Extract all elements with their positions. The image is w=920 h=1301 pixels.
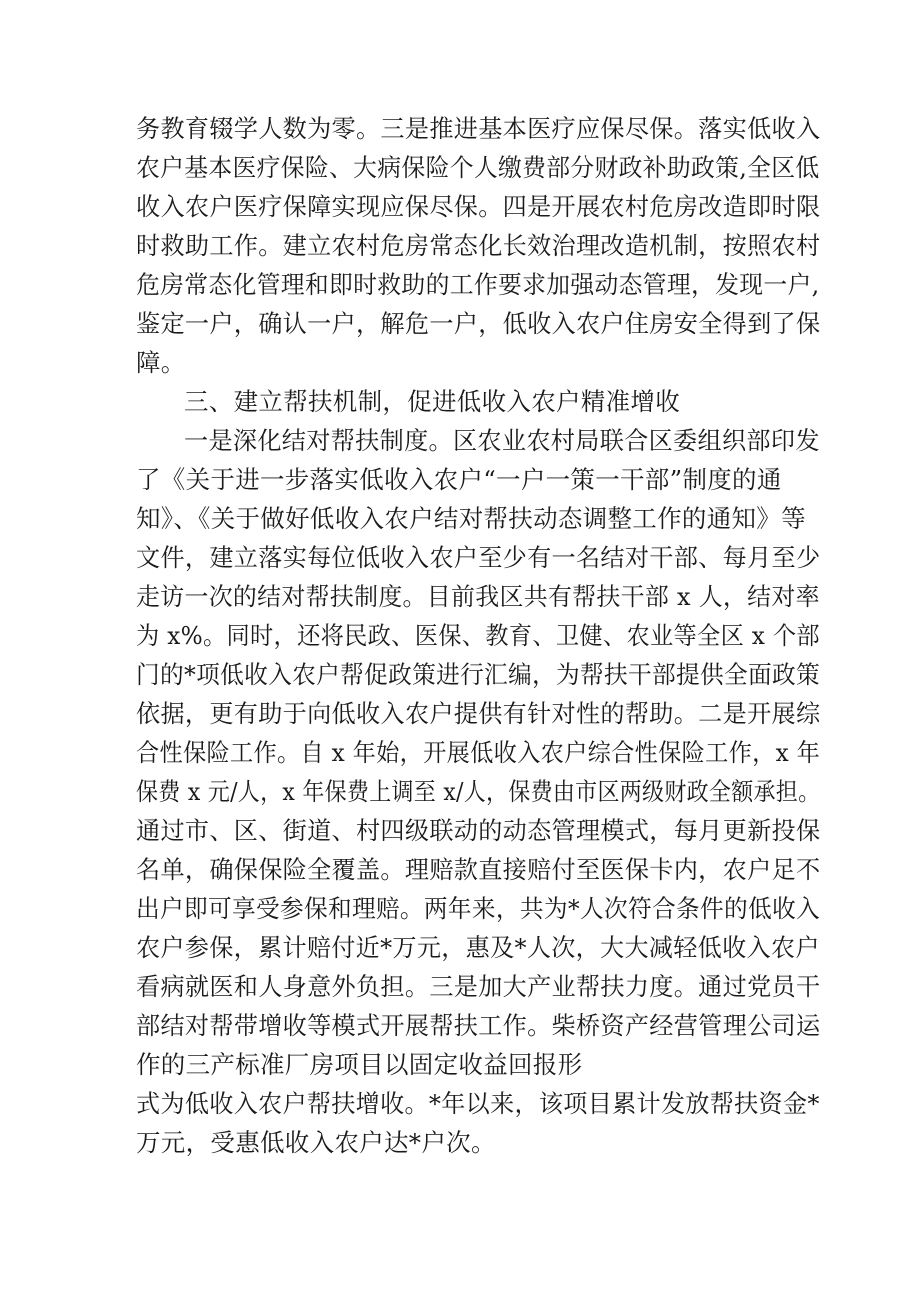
- text-line: 式为低收入农户帮扶增收。*年以来，该项目累计发放帮扶资金*: [136, 1089, 820, 1118]
- text-line: 时救助工作。建立农村危房常态化长效治理改造机制，按照农村: [136, 231, 821, 260]
- section-heading: 三、建立帮扶机制，促进低收入农户精准增收: [184, 387, 680, 416]
- text-line: 农户基本医疗保险、大病保险个人缴费部分财政补助政策,全区低: [136, 153, 820, 182]
- text-line: 一是深化结对帮扶制度。区农业农村局联合区委组织部印发: [184, 426, 820, 455]
- text-line: 合性保险工作。自 x 年始，开展低收入农户综合性保险工作，x 年: [136, 738, 821, 767]
- text-line: 看病就医和人身意外负担。三是加大产业帮扶力度。通过党员干: [136, 972, 821, 1001]
- text-line: 知》、《关于做好低收入农户结对帮扶动态调整工作的通知》等: [136, 504, 806, 533]
- text-line: 收入农户医疗保障实现应保尽保。四是开展农村危房改造即时限: [136, 192, 821, 221]
- text-line: 了《关于进一步落实低收入农户“一户一策一干部”制度的通: [136, 465, 782, 494]
- text-line: 部结对帮带增收等模式开展帮扶工作。柴桥资产经营管理公司运: [136, 1011, 821, 1040]
- text-line: 走访一次的结对帮扶制度。目前我区共有帮扶干部 x 人，结对率: [136, 582, 820, 611]
- text-line: 出户即可享受参保和理赔。两年来，共为*人次符合条件的低收入: [136, 894, 820, 923]
- text-line: 障。: [136, 348, 186, 377]
- text-line: 门的*项低收入农户帮促政策进行汇编，为帮扶干部提供全面政策: [136, 660, 820, 689]
- text-line: 万元，受惠低收入农户达*户次。: [136, 1128, 496, 1157]
- text-line: 鉴定一户，确认一户，解危一户，低收入农户住房安全得到了保: [136, 309, 821, 338]
- text-line: 通过市、区、街道、村四级联动的动态管理模式，每月更新投保: [136, 816, 821, 845]
- text-line: 务教育辍学人数为零。三是推进基本医疗应保尽保。落实低收入: [136, 114, 821, 143]
- text-line: 危房常态化管理和即时救助的工作要求加强动态管理，发现一户,: [136, 270, 820, 299]
- text-line: 作的三产标准厂房项目以固定收益回报形: [136, 1050, 583, 1079]
- text-line: 保费 x 元/人，x 年保费上调至 x/人，保费由市区两级财政全额承担。: [136, 777, 821, 806]
- text-line: 依据，更有助于向低收入农户提供有针对性的帮助。二是开展综: [136, 699, 821, 728]
- text-line: 为 x%。同时，还将民政、医保、教育、卫健、农业等全区 x 个部: [136, 621, 820, 650]
- text-line: 文件，建立落实每位低收入农户至少有一名结对干部、每月至少: [136, 543, 821, 572]
- text-line: 农户参保，累计赔付近*万元，惠及*人次，大大减轻低收入农户: [136, 933, 820, 962]
- text-line: 名单，确保保险全覆盖。理赔款直接赔付至医保卡内，农户足不: [136, 855, 821, 884]
